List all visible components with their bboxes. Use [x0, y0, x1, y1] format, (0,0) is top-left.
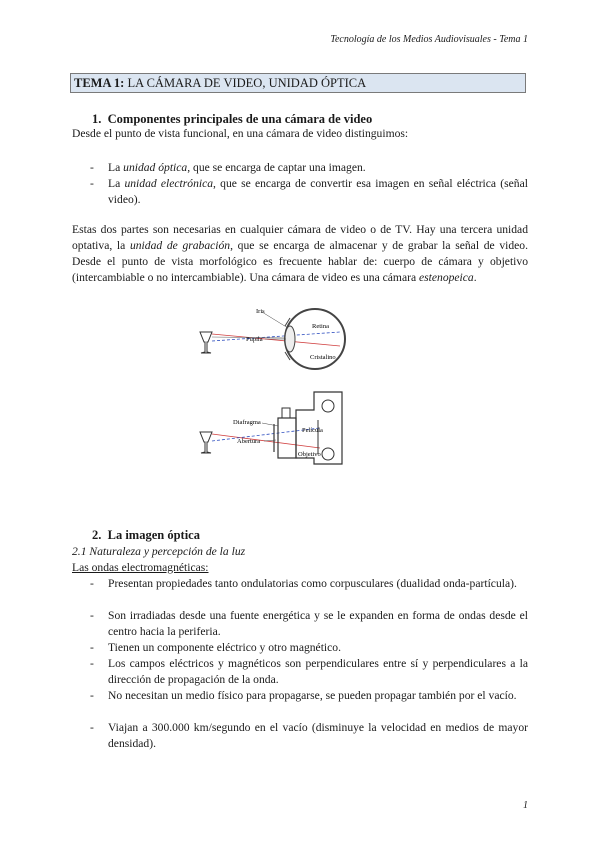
bullet-dash: - — [90, 161, 94, 174]
label-pelicula: Película — [302, 427, 323, 434]
list-item: - La unidad óptica, que se encarga de captar una imagen. — [90, 161, 366, 174]
section-2-subheading: 2.1 Naturaleza y percepción de la luz — [72, 545, 246, 558]
section-2-heading: 2. La imagen óptica — [92, 528, 200, 542]
running-header: Tecnología de los Medios Audiovisuales - Tema 1 — [330, 34, 528, 45]
bullet-dash: - — [90, 177, 94, 190]
list-title: Las ondas electromagnéticas: — [72, 561, 209, 574]
label-cristalino: Cristalino — [310, 354, 336, 361]
bullet-dash: - — [90, 657, 94, 670]
label-objetivo: Objetivo — [298, 451, 321, 458]
page-title — [70, 73, 526, 93]
title-prefix: TEMA 1: — [74, 76, 125, 90]
section-1-heading: 1. Componentes principales de una cámara de video — [92, 112, 373, 126]
bullet-dash: - — [90, 721, 94, 734]
list-item: - Los campos eléctricos y magnéticos son perpendiculares entre sí y perpendiculares a la dirección de propagación de la onda. — [90, 657, 528, 686]
list-item: - Son irradiadas desde una fuente energética y se le expanden en forma de ondas desde el centro hacia la periferia. — [90, 609, 528, 638]
list-item: - Tienen un componente eléctrico y otro magnético. — [90, 641, 341, 654]
camera-diagram — [190, 384, 360, 476]
label-retina: Retina — [312, 323, 329, 330]
label-iris: Iris — [256, 308, 265, 315]
page-number: 1 — [523, 800, 528, 811]
label-abertura: Abertura — [237, 438, 261, 445]
eye-diagram — [190, 298, 360, 382]
list-item: - Presentan propiedades tanto ondulatorias como corpusculares (dualidad onda-partícula). — [90, 577, 517, 590]
list-item: - No necesitan un medio físico para propagarse, se pueden propagar también por el vacío. — [90, 689, 517, 702]
bullet-dash: - — [90, 641, 94, 654]
bullet-dash: - — [90, 609, 94, 622]
bullet-dash: - — [90, 689, 94, 702]
label-diafragma: Diafragma — [233, 419, 261, 426]
section-1-intro: Desde el punto de vista funcional, en una cámara de video distinguimos: — [72, 127, 409, 140]
section-1-paragraph: Estas dos partes son necesarias en cualquier cámara de video o de TV. Hay una tercera unidad optativa, la unidad de grabación, que se encarga de almacenar y de grabar la señal de video. Desde el punto de vista morfológico es frecuente hablar de: cuerpo de cámara y objetivo (intercambiable o no intercambiable). Una cámara de video es una cámara estenopeica. — [72, 223, 528, 284]
bullet-dash: - — [90, 577, 94, 590]
label-pupila: Pupila — [246, 336, 263, 343]
title-text: LA CÁMARA DE VIDEO, UNIDAD ÓPTICA — [127, 76, 367, 90]
list-item: - Viajan a 300.000 km/segundo en el vacío (disminuye la velocidad en medios de mayor densidad). — [90, 721, 528, 750]
list-item: - La unidad electrónica, que se encarga de convertir esa imagen en señal eléctrica (señal video). — [90, 177, 528, 206]
